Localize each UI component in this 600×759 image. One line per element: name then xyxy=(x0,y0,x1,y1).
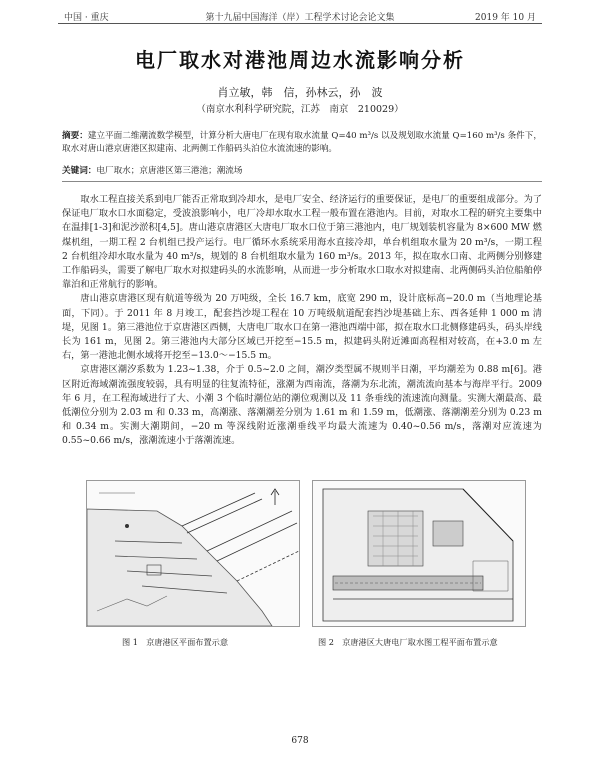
keywords-label: 关键词： xyxy=(62,166,97,176)
paragraph-intro: 取水工程直接关系到电厂能否正常取到冷却水，是电厂安全、经济运行的重要保证，是电厂的重要组成部分。为了保证电厂取水口水面稳定，受波浪影响小，电厂冷却水取水工程一般布置在港池内。目前，对取水工程的研究主要集中在温排[1-3]和泥沙淤积[4,5]。唐山港京唐港区大唐电厂取水口位于第三港池内，电厂规划装机容量为 8×600 MW 燃煤机组，一期工程 2 台机组已投产运行。电厂循环水系统采用海水直接冷却，单台机组取水量为 20 m³/s，一期工程 2 台机组冷却水取水量为 40 m³/s，规划的 8 台机组取水量为 160 m³/s。2013 年，拟在取水口南、北两侧分别修建工作船码头，需要了解电厂取水对拟建码头的水流影响，从而进一步分析取水口取水对拟建南、北两侧码头泊位船舶停靠泊和正常航行的影响。 xyxy=(62,194,542,291)
running-header xyxy=(58,9,542,24)
header-date: 2019 年 10 月 xyxy=(475,13,536,23)
body-text xyxy=(62,193,542,449)
abstract-text: 建立平面二维潮流数学模型，计算分析大唐电厂在现有取水流量 Q=40 m³/s 以及规划取水流量 Q=160 m³/s 条件下，取水对唐山港京唐港区拟建南、北两侧工作船码头泊位水流流速的影响。 xyxy=(62,131,542,154)
figure-2-caption: 图 2 京唐港区大唐电厂取水图工程平面布置示意 xyxy=(318,637,498,647)
figure-1-port-layout xyxy=(86,480,300,627)
intake-layout-drawing xyxy=(313,481,525,626)
figure-2-intake-layout xyxy=(312,480,526,627)
author-list: 肖立敏，韩 信，孙林云，孙 波 xyxy=(217,86,383,99)
divider xyxy=(62,181,542,182)
abstract-label: 摘要： xyxy=(62,131,88,141)
paper-title: 电厂取水对港池周边水流影响分析 xyxy=(135,48,465,72)
abstract xyxy=(62,130,542,156)
keywords-text: 电厂取水；京唐港区第三港池；潮流场 xyxy=(96,166,243,176)
paragraph-channel: 唐山港京唐港区现有航道等级为 20 万吨级，全长 16.7 km，底宽 290 m，设计底标高−20.0 m（当地理论基面，下同）。于 2011 年 8 月竣工，配套挡沙堤工程在 10 万吨级航道配套挡沙堤基础上东、西各延伸 1 000 m 清堤，见图 1。第三港池位于京唐港区西侧，大唐电厂取水口在第一港池西端中部，拟在取水口北侧修建码头，码头岸线长为 161 m，见图 2。第三港池内大部分区域已开挖至−15.5 m，拟建码头附近滩面高程相对较高，在+3.0 m 左右，第一港池北侧水域将开挖至−13.0～−15.5 m。 xyxy=(62,293,542,362)
header-location: 中国 · 重庆 xyxy=(64,13,109,23)
header-proceedings: 第十九届中国海洋（岸）工程学术讨论会论文集 xyxy=(205,13,395,23)
keywords xyxy=(62,165,542,178)
affiliation: （南京水利科学研究院，江苏 南京 210029） xyxy=(196,104,404,115)
figure-1-caption: 图 1 京唐港区平面布置示意 xyxy=(122,637,229,647)
page-number: 678 xyxy=(291,736,309,746)
port-layout-drawing xyxy=(87,481,299,626)
paragraph-tide: 京唐港区潮汐系数为 1.23~1.38，介于 0.5~2.0 之间，潮汐类型属不规则半日潮，平均潮差为 0.88 m[6]。港区附近海域潮流强度较弱，具有明显的往复流特征，涨潮为西南流，落潮为东北流，潮流流向基本与海岸平行。2009 年 6 月，在工程海域进行了大、小潮 3 个临时潮位站的潮位观测以及 11 条垂线的流速流向测量。实测大潮最高、最低潮位分别为 2.03 m 和 0.33 m，高潮涨、落潮潮差分别为 1.61 m 和 1.59 m，低潮涨、落潮潮差分别为 0.23 m 和 0.34 m。实测大潮期间，−20 m 等深线附近涨潮垂线平均最大流速为 0.40~0.56 m/s，落潮对应流速为 0.55~0.66 m/s，涨潮流速小于落潮流速。 xyxy=(62,364,542,447)
